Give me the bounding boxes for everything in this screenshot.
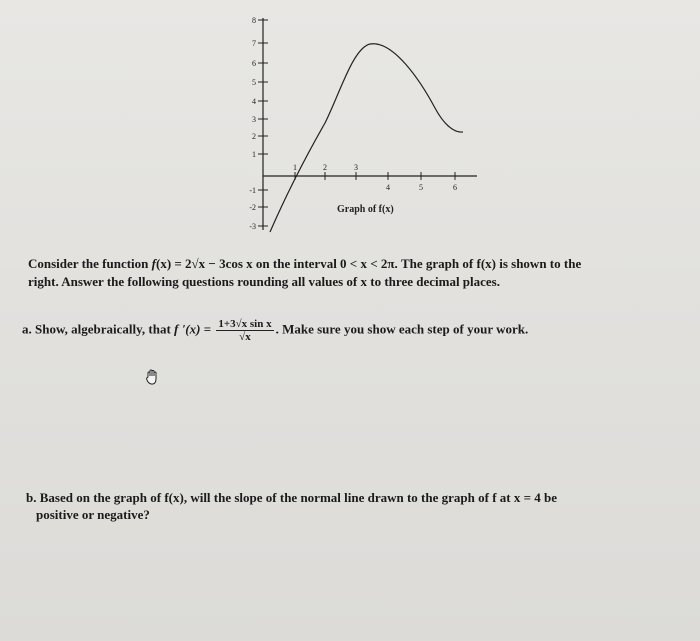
part-a-suffix: . Make sure you show each step of your work. xyxy=(275,321,529,337)
graph-label: Graph of f(x) xyxy=(337,204,394,215)
fraction-denominator: √x xyxy=(239,331,251,343)
hand-cursor-icon xyxy=(143,368,163,393)
intro-text-a: Consider the function xyxy=(28,256,152,271)
y-tick-label: 8 xyxy=(252,16,256,25)
y-tick-label: 4 xyxy=(252,97,256,106)
x-tick-label: 4 xyxy=(386,183,390,192)
graph-svg xyxy=(225,8,485,233)
y-tick-label: 3 xyxy=(252,115,256,124)
y-tick-label: 5 xyxy=(252,78,256,87)
x-tick-label: 3 xyxy=(354,163,358,172)
y-tick-label: -2 xyxy=(249,203,256,212)
intro-text-c: f(x) is shown to the xyxy=(476,256,582,271)
part-a xyxy=(22,318,528,343)
derivative-symbol: f '(x) = xyxy=(174,321,212,337)
x-tick-label: 5 xyxy=(419,183,423,192)
y-tick-label: -1 xyxy=(249,186,256,195)
fraction-numerator: 1+3√x sin x xyxy=(218,318,272,330)
intro-line-1 xyxy=(28,256,581,272)
x-tick-label: 1 xyxy=(293,163,297,172)
part-b-line-1: b. Based on the graph of f(x), will the slope of the normal line drawn to the graph of f at x = 4 be xyxy=(26,490,558,505)
y-tick-label: -3 xyxy=(249,222,256,231)
x-tick-label: 6 xyxy=(453,183,457,192)
part-a-prefix: a. Show, algebraically, that xyxy=(22,321,175,337)
intro-line-2: right. Answer the following questions rounding all values of x to three decimal places. xyxy=(28,274,500,289)
part-b-line-2: positive or negative? xyxy=(36,507,150,522)
y-tick-label: 2 xyxy=(252,132,256,141)
function-graph xyxy=(225,8,485,238)
x-tick-label: 2 xyxy=(323,163,327,172)
y-tick-label: 7 xyxy=(252,39,256,48)
function-symbol: f xyxy=(151,256,156,271)
intro-text-b: (x) = 2√x − 3cos x on the interval 0 < x < 2π. The graph of xyxy=(155,256,477,271)
y-tick-label: 1 xyxy=(252,150,256,159)
derivative-fraction xyxy=(216,318,273,343)
y-tick-label: 6 xyxy=(252,59,256,68)
